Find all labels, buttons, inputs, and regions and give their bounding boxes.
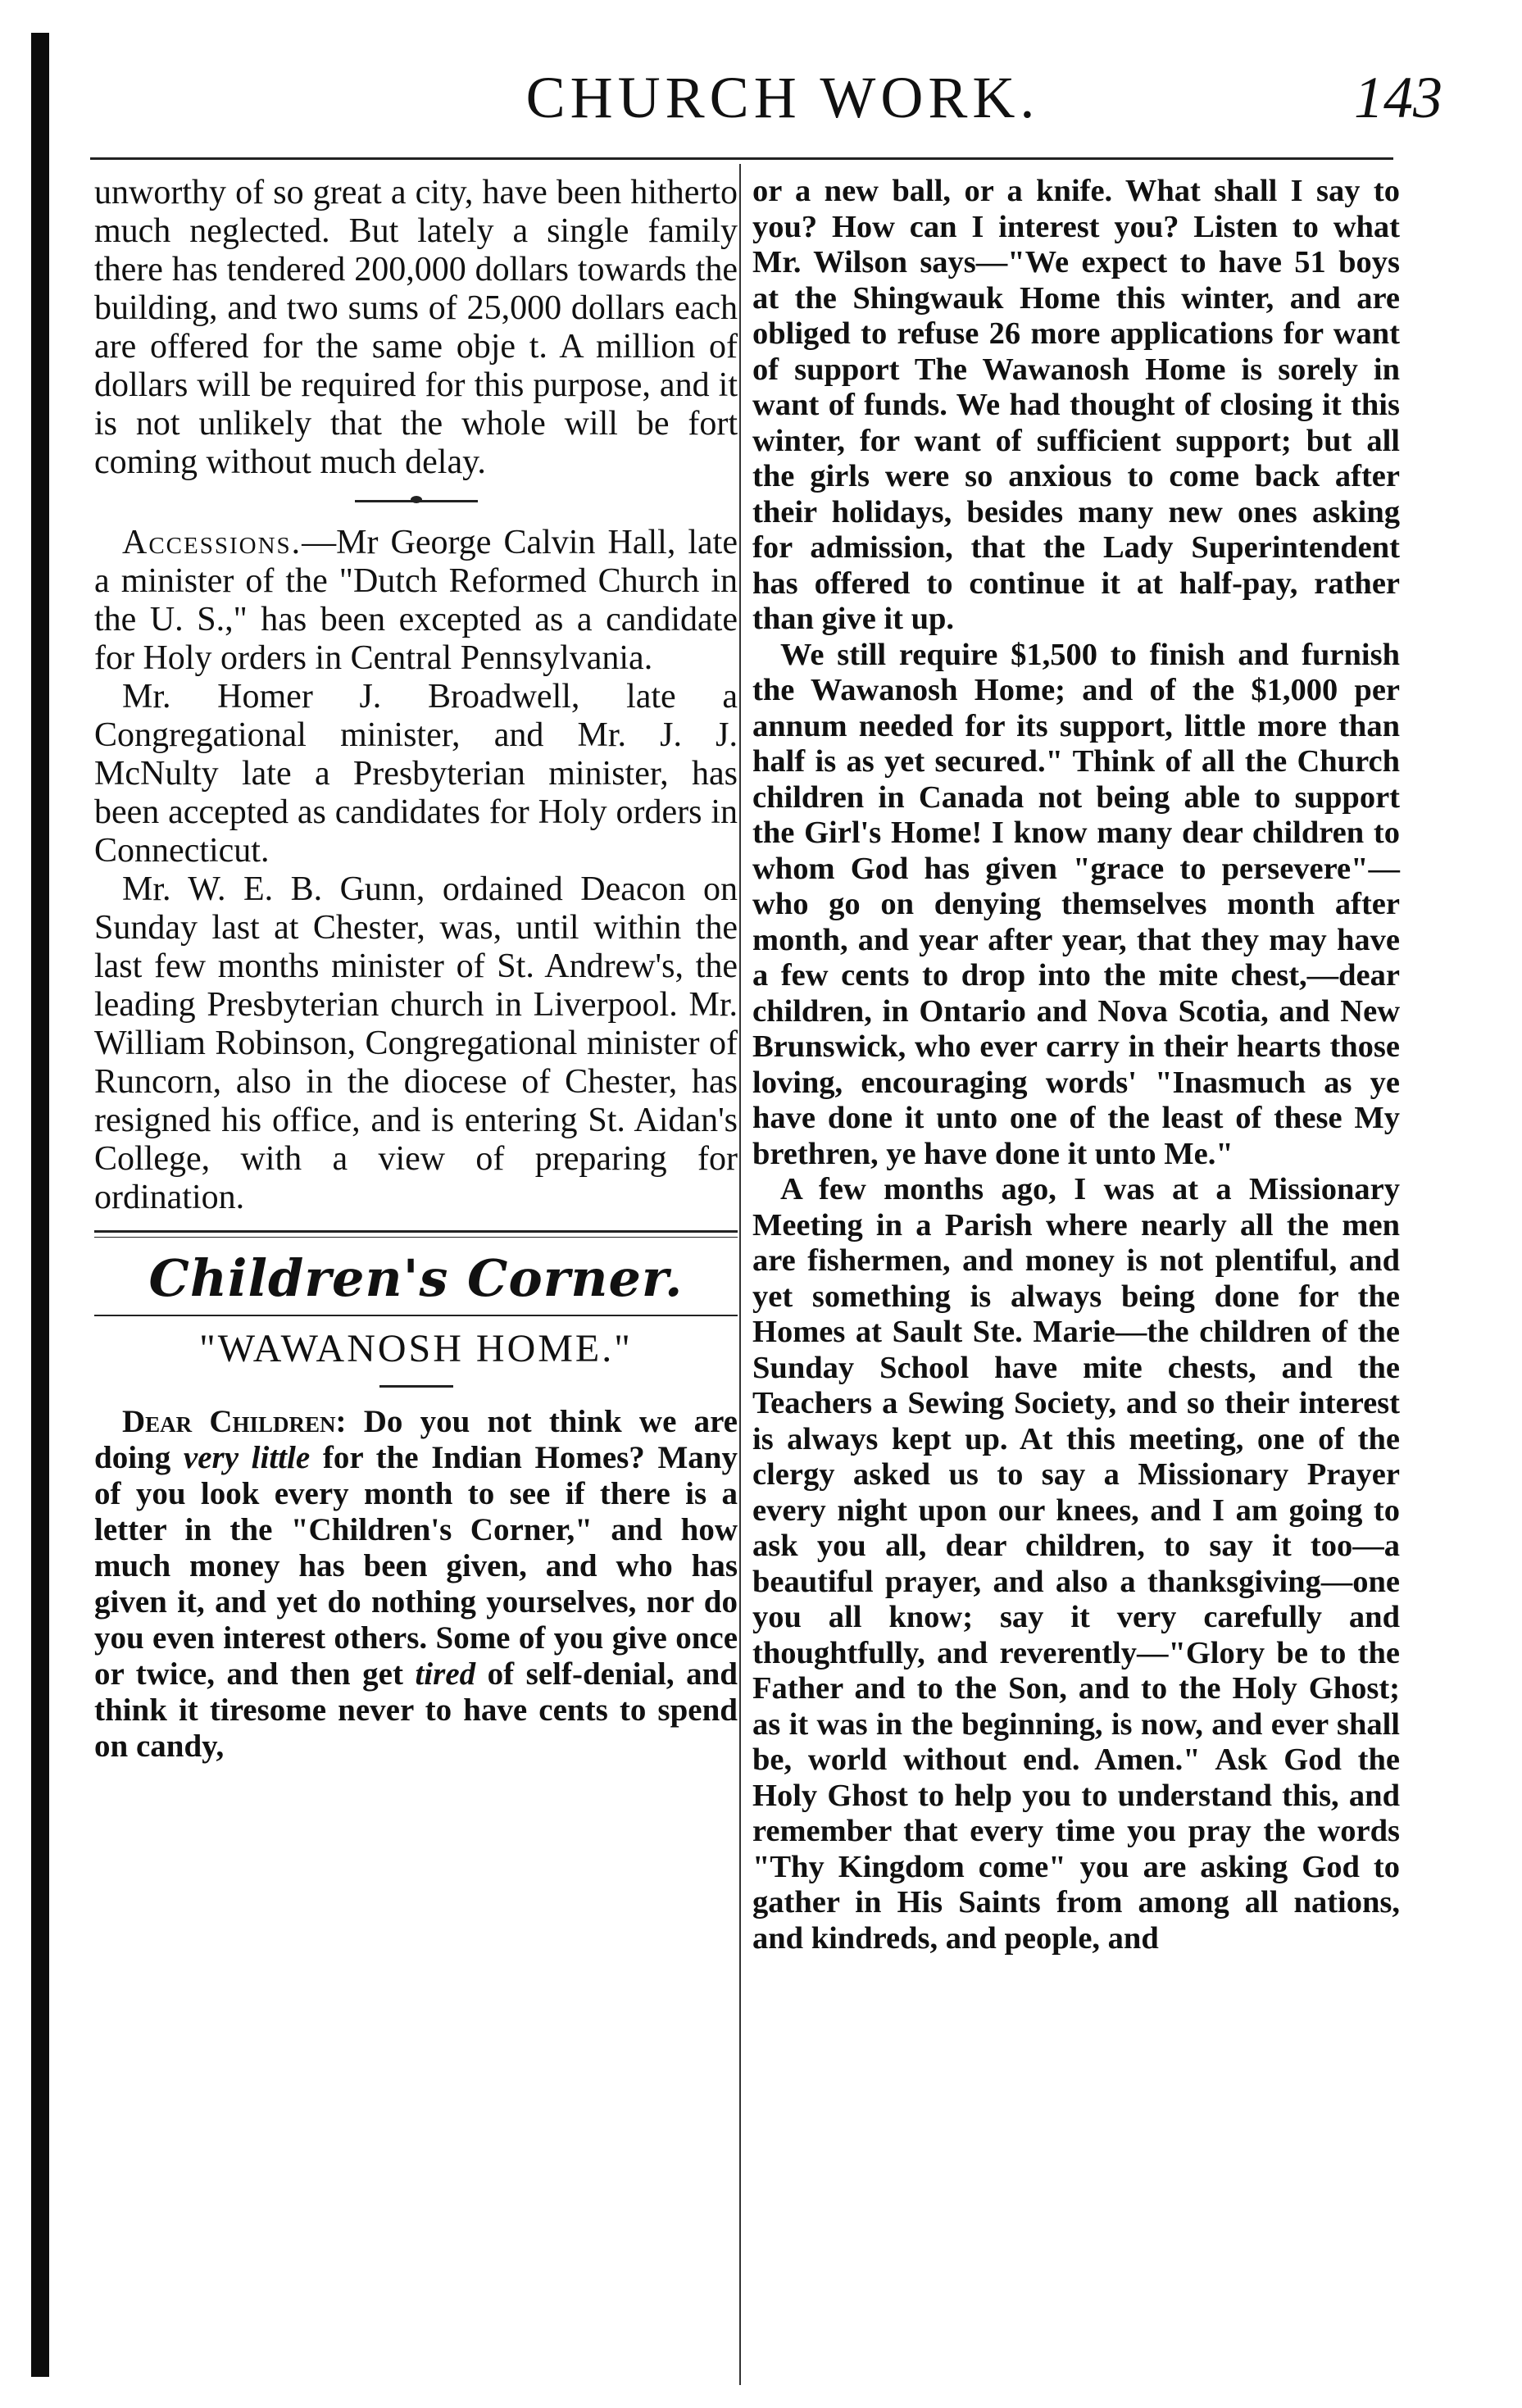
column-divider bbox=[739, 164, 741, 2385]
article-title: "WAWANOSH HOME." bbox=[199, 1327, 633, 1370]
paragraph: unworthy of so great a city, have been hitherto much neglected. But lately a single family there has tendered 200,000 dollars towards the building, and two sums of 25,000 dollars each are offered for the same obje t. A million of dollars will be required for this purpose, and it is not unlikely that the whole will be fort coming without much delay. bbox=[94, 174, 738, 481]
section-title: Children's Corner. bbox=[148, 1248, 684, 1308]
paragraph: A few months ago, I was at a Missionary Meeting in a Parish where nearly all the men are fishermen, and money is not plentiful, and yet something is always being done for the Homes at Sault Ste. Marie—the children of the Sunday School have mite chests, and the Teachers a Sewing Society, and so their interest is always kept up. At this meeting, one of the clergy asked us to say a Missionary Prayer every night upon our knees, and I am going to ask you all, dear children, to say it too—a beautiful prayer, and also a thanksgiving—one you all know; say it very carefully and thoughtfully, and reverently—"Glory be to the Father and to the Son, and to the Holy Ghost; as it was in the beginning, is now, and ever shall be, world without end. Amen." Ask God the Holy Ghost to help you to understand this, and remember that every time you pray the words "Thy Kingdom come" you are asking God to gather in His Saints from among all nations, and kindreds, and people, and bbox=[752, 1172, 1400, 1956]
page-title: CHURCH WORK. bbox=[525, 65, 1040, 130]
paragraph: or a new ball, or a knife. What shall I say to you? How can I interest you? Listen to what Mr. Wilson says—"We expect to have 51 boys at the Shingwauk Home this winter, and are obliged to refuse 26 more applications for want of support The Wawanosh Home is sorely in want of funds. We had thought of closing it this winter, for want of sufficient support; but all the girls were so anxious to come back after their holidays, besides many new ones asking for admission, that the Lady Superintendent has offered to continue it at half-pay, rather than give it up. bbox=[752, 174, 1400, 636]
text: for the Indian Homes? Many of you look every month to see if there is a letter in the "Children's Corner," and how much money has been given, and who has given it, and yet do nothing yourselves, nor do you even interest others. Some of you give once or twice, and then get bbox=[94, 1440, 738, 1692]
right-column bbox=[752, 174, 1400, 1956]
paragraph-accessions bbox=[94, 524, 738, 678]
paragraph: We still require $1,500 to finish and furnish the Wawanosh Home; and of the $1,000 per annum needed for its support, little more than half is as yet secured." Think of all the Church children in Canada not being able to support the Girl's Home! I know many dear children to whom God has given "grace to persevere"—who go on denying themselves month after month, and year after year, that they may have a few cents to drop into the mite chest,—dear children, in Ontario and Nova Scotia, and New Brunswick, who ever carry in their hearts those loving, encouraging words' "Inasmuch as ye have done it unto one of the least of these My brethren, ye have done it unto Me." bbox=[752, 637, 1400, 1171]
left-column bbox=[94, 174, 738, 1765]
accessions-label: Accessions. bbox=[122, 524, 302, 561]
emphasis: tired bbox=[415, 1656, 476, 1692]
running-head bbox=[107, 64, 1459, 154]
text: : Do you not think we are doing bbox=[94, 1404, 738, 1475]
paragraph-text: —Mr George Calvin Hall, late a minister of the "Dutch Reformed Church in the U. S.," has been excepted as a candidate for Holy orders in Central Pennsylvania. bbox=[94, 524, 738, 677]
emphasis: very little bbox=[183, 1440, 311, 1475]
ornament-rule bbox=[379, 1385, 453, 1388]
section-rule bbox=[94, 1230, 738, 1238]
ornament-rule bbox=[355, 500, 478, 502]
page-number: 143 bbox=[1354, 65, 1442, 130]
paragraph: Mr. W. E. B. Gunn, ordained Deacon on Sunday last at Chester, was, until within the last few months minister of St. Andrew's, the leading Presbyterian church in Liverpool. Mr. William Robinson, Congregational minister of Runcorn, also in the diocese of Chester, has resigned his office, and is entering St. Aidan's College, with a view of preparing for ordination. bbox=[94, 870, 738, 1216]
binding-edge bbox=[31, 33, 49, 2377]
salutation: Dear Children bbox=[122, 1404, 336, 1439]
paragraph-letter bbox=[94, 1404, 738, 1765]
paragraph: Mr. Homer J. Broadwell, late a Congregational minister, and Mr. J. J. McNulty late a Presbyterian minister, has been accepted as candidates for Holy orders in Connecticut. bbox=[94, 678, 738, 870]
text: of self-denial, and think it tiresome never to have cents to spend on candy, bbox=[94, 1656, 738, 1764]
title-rule bbox=[94, 1315, 738, 1316]
header-rule bbox=[90, 157, 1393, 160]
